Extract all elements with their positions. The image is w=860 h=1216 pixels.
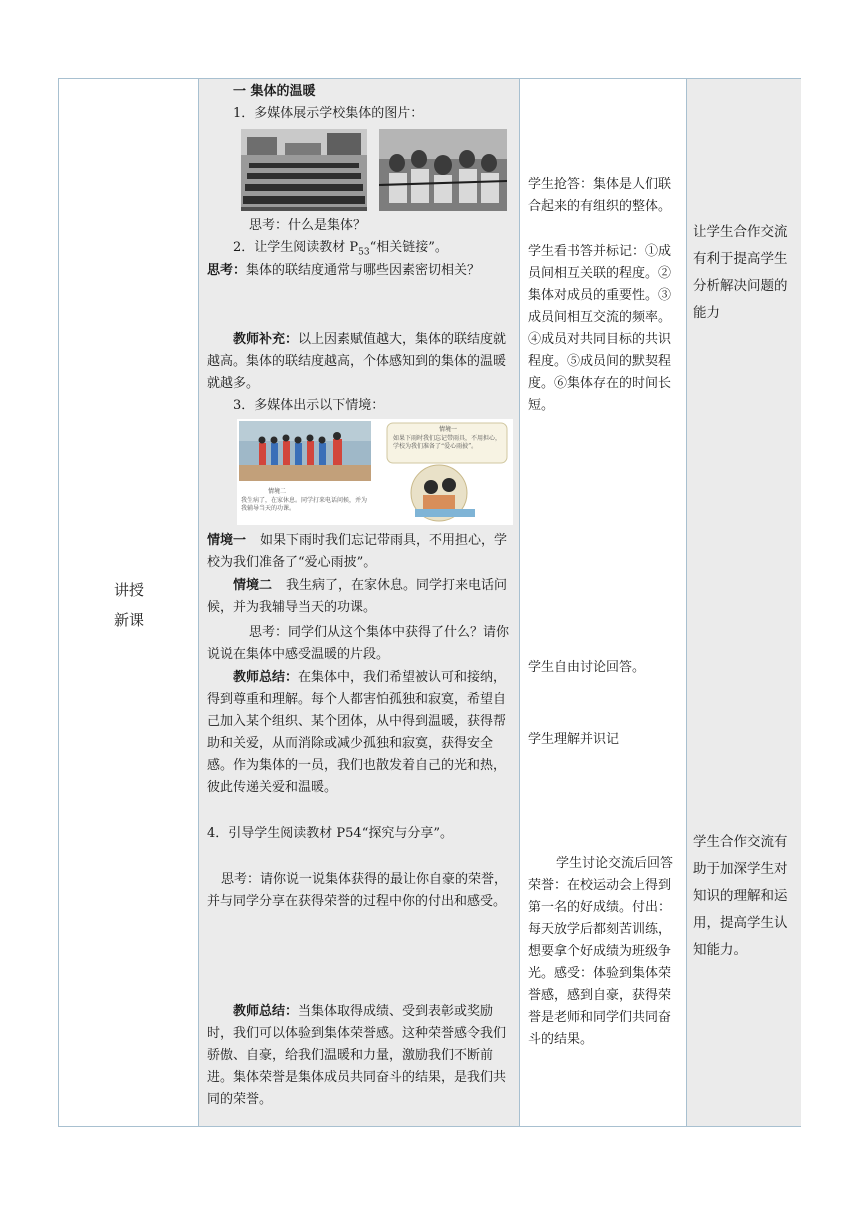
item-2-link: “相关链接”。	[369, 240, 448, 255]
item-2-text: 2．让学生阅读教材 P	[233, 240, 359, 255]
illustration-text-2: 我生病了，在家休息。同学打来电话问候，并为我辅导当天的功课。	[241, 497, 368, 512]
item-2-page: 53	[358, 247, 370, 258]
summary-2-label: 教师总结：	[233, 1004, 299, 1019]
school-assembly-photo	[241, 129, 367, 211]
student-answer-5-text: 学生讨论交流后回答 荣誉：在校运动会上得到第一名的好成绩。付出：每天放学后都刻苦训练，想要拿个好成绩为班级争光。感受：体验到集体荣誉感，感到自豪，获得荣誉是老师和同学们共同奋斗的结果。	[528, 856, 674, 1047]
design-intent-2: 学生合作交流有助于加深学生对知识的理解和运用，提高学生认知能力。	[693, 834, 788, 958]
summary-1-label: 教师总结：	[233, 670, 299, 685]
situations-illustration	[237, 419, 513, 525]
student-answer-1: 学生抢答：集体是人们联合起来的有组织的整体。	[528, 177, 672, 214]
student-answer-5	[528, 853, 680, 1051]
item-1: 1．多媒体展示学校集体的图片：	[233, 106, 424, 121]
section-heading: 一 集体的温暖	[233, 84, 316, 99]
illustration-text-1: 如果下雨时我们忘记带雨具，不用担心，学校为我们准备了“爱心雨披”。	[393, 435, 502, 450]
think-3-text: 思考：同学们从这个集体中获得了什么？请你说说在集体中感受温暖的片段。	[207, 625, 510, 662]
content-column	[199, 79, 520, 1126]
think-2-text: 集体的联结度通常与哪些因素密切相关？	[246, 263, 481, 278]
situation-2	[207, 575, 513, 619]
summary-2-text: 当集体取得成绩、受到表彰或奖励时，我们可以体验到集体荣誉感。这种荣誉感令我们骄傲、自豪，给我们温暖和力量，激励我们不断前进。集体荣誉是集体成员共同奋斗的结果，是我们共同的荣誉。	[207, 1004, 507, 1107]
lesson-table	[58, 78, 801, 1127]
situation-1-label: 情境一	[207, 533, 247, 548]
section-column	[59, 79, 199, 1126]
design-intent-column	[687, 79, 801, 1126]
think-question-2	[207, 260, 513, 282]
tug-of-war-photo	[379, 129, 507, 211]
illustration-caption-2: 情境二	[267, 488, 286, 495]
teacher-supplement-label: 教师补充：	[233, 332, 299, 347]
think-2-label: 思考：	[207, 263, 247, 278]
situation-1-text: 如果下雨时我们忘记带雨具，不用担心，学校为我们准备了“爱心雨披”。	[207, 533, 508, 570]
situation-2-text: 我生病了，在家休息。同学打来电话问候，并为我辅导当天的功课。	[207, 578, 508, 615]
item-3: 3．多媒体出示以下情境：	[233, 398, 385, 413]
section-label-line2: 新课	[113, 611, 144, 629]
think-question-1: 思考：什么是集体？	[249, 218, 367, 233]
think-question-4	[207, 869, 513, 913]
summary-1-text: 在集体中，我们希望被认可和接纳，得到尊重和理解。每个人都害怕孤独和寂寞，希望自己加入某个组织、某个团体，从中得到温暖，获得帮助和关爱，从而消除或减少孤独和寂寞，获得安全感。作为集体的一员，我们也散发着自己的光和热，彼此传递关爱和温暖。	[207, 670, 507, 795]
item-4: 4．引导学生阅读教材 P54“探究与分享”。	[207, 826, 453, 841]
teacher-summary-2	[207, 1001, 513, 1111]
student-activity-column	[520, 79, 687, 1126]
student-answer-3: 学生自由讨论回答。	[528, 660, 646, 675]
teacher-supplement-text: 以上因素赋值越大，集体的联结度就越高。集体的联结度越高，个体感知到的集体的温暖就越多。	[207, 332, 507, 391]
think-question-3	[207, 622, 513, 666]
student-answer-4: 学生理解并识记	[528, 732, 620, 747]
situation-2-label: 情境二	[233, 578, 273, 593]
student-answer-2: 学生看书答并标记：①成员间相互关联的程度。②集体对成员的重要性。③成员间相互交流的频率。④成员对共同目标的共识程度。⑤成员间的默契程度。⑥集体存在的时间长短。	[528, 244, 672, 413]
think-4-text: 思考：请你说一说集体获得的最让你自豪的荣誉，并与同学分享在获得荣誉的过程中你的付出和感受。	[207, 872, 508, 909]
situation-1	[207, 530, 513, 574]
design-intent-1: 让学生合作交流有利于提高学生分析解决问题的能力	[693, 224, 788, 321]
section-label-line1: 讲授	[113, 581, 144, 599]
teacher-supplement	[207, 329, 513, 395]
illustration-caption-1: 情境一	[438, 426, 457, 433]
teacher-summary-1	[207, 667, 513, 799]
